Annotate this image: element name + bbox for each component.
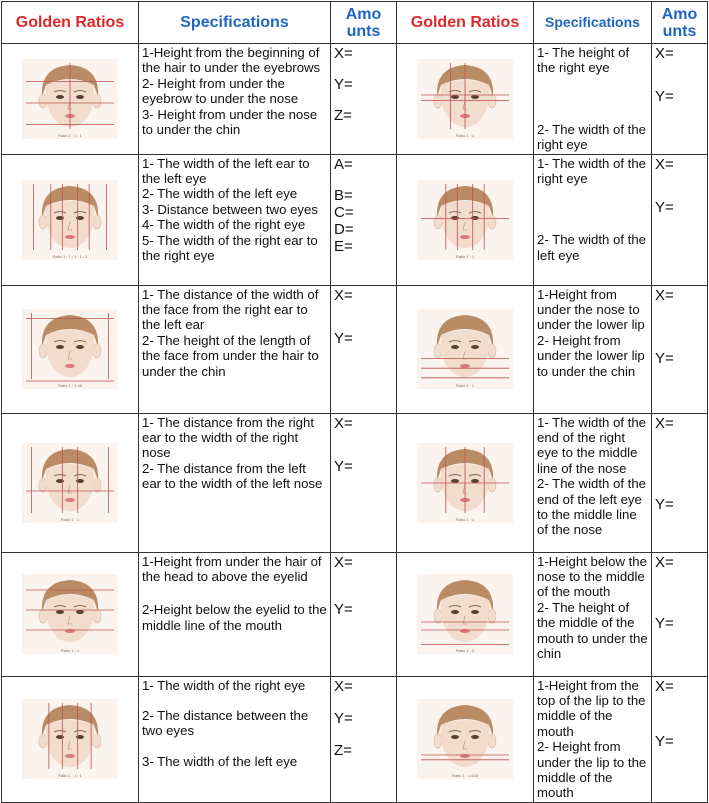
right-ear (93, 215, 101, 229)
face-illustration-cell (2, 676, 139, 802)
specification-text: 5- The width of the right ear to the right eye (142, 232, 318, 264)
left-ear (434, 344, 442, 358)
amount-label: Y= (655, 732, 674, 750)
right-eye (56, 345, 64, 349)
ratio-caption: Ratio 1 : 1 (60, 648, 80, 654)
face-illustration-cell (2, 413, 139, 552)
amounts-cell (331, 44, 397, 155)
specification-text: 1-Height from under the hair of the head to above the eyelid (142, 553, 322, 585)
specifications-cell (139, 44, 331, 155)
amounts-cell (652, 676, 708, 802)
header-amounts-right: Amo unts (652, 2, 708, 44)
specifications-cell (139, 552, 331, 676)
amount-label: Y= (655, 614, 674, 632)
amounts-cell (331, 285, 397, 413)
header-specifications-left: Specifications (139, 2, 331, 44)
left-ear (434, 734, 442, 748)
specification-text: 2- The width of the left eye (142, 186, 298, 202)
specification-text: 2- Height from under the eyebrow to under the nose (142, 75, 299, 107)
left-eye (76, 479, 84, 483)
specifications-cell (534, 154, 652, 285)
right-eye (56, 610, 64, 614)
right-eye (56, 479, 64, 483)
amount-label: Y= (334, 76, 353, 93)
amounts-cell (652, 413, 708, 552)
amount-label: Z= (334, 741, 352, 759)
right-eye (451, 95, 459, 99)
face-illustration-cell (2, 285, 139, 413)
face-illustration-cell (397, 154, 534, 285)
face-diagram (417, 180, 513, 260)
amount-label: X= (655, 155, 674, 173)
specification-text: 2- The height of the length of the face from under the hair to under the chin (142, 332, 319, 379)
left-ear (39, 344, 47, 358)
specifications-cell (534, 552, 652, 676)
specification-text: 1- The width of the right eye (142, 677, 306, 693)
amounts-cell (652, 154, 708, 285)
amount-label: X= (655, 45, 674, 62)
mouth (65, 364, 75, 368)
right-ear (93, 344, 101, 358)
left-eye (76, 216, 84, 220)
face-illustration-cell (397, 676, 534, 802)
specification-text: 2- The distance from the left ear to the width of the left nose (142, 460, 323, 492)
specification-text: 2- Height from under the lip to the middle of the mouth (537, 739, 647, 801)
right-eye (56, 735, 64, 739)
specifications-cell (139, 154, 331, 285)
mouth (460, 364, 470, 368)
specifications-cell (534, 676, 652, 802)
specification-text: 3- The width of the left eye (142, 753, 298, 769)
specification-text: 2- The width of the end of the left eye to the middle line of the nose (537, 476, 646, 538)
header-row (2, 2, 708, 44)
amount-label: Z= (334, 107, 352, 124)
left-ear (434, 215, 442, 229)
specifications-cell (139, 676, 331, 802)
right-ear (93, 94, 101, 108)
specification-text: 1- The width of the left ear to the left eye (142, 155, 310, 187)
amount-label: Y= (334, 329, 353, 347)
face-illustration-cell (397, 413, 534, 552)
amount-label: X= (334, 553, 353, 571)
amounts-cell (331, 413, 397, 552)
right-eye (451, 479, 459, 483)
left-eye (76, 95, 84, 99)
ratio-caption: Ratio 1 : 1.46 (58, 383, 82, 389)
face-illustration-cell (397, 552, 534, 676)
specification-text: 1- The height of the right eye (537, 45, 630, 76)
amounts-cell (331, 552, 397, 676)
amounts-cell (652, 285, 708, 413)
amount-label: Y= (334, 709, 353, 727)
amount-label: Y= (655, 88, 674, 105)
mouth (460, 629, 470, 633)
face-illustration-cell (397, 44, 534, 155)
specification-text: 4- The width of the right eye (142, 217, 306, 233)
specifications-cell (139, 413, 331, 552)
face-illustration-cell (2, 552, 139, 676)
header-golden-ratios-right: Golden Ratios (397, 2, 534, 44)
specification-text: 1- The width of the end of the right eye to the middle line of the nose (537, 414, 646, 476)
amounts-cell (331, 154, 397, 285)
ratio-caption: Ratio 1 : 2 (455, 648, 475, 654)
face-diagram (417, 699, 513, 779)
ratio-caption: Ratio 1 : 1 (455, 253, 475, 259)
face-diagram (417, 574, 513, 654)
specification-text: 1-Height from the beginning of the hair to under the eyebrows (142, 45, 321, 76)
amount-label: E= (334, 237, 353, 255)
specification-text: 1- The distance from the right ear to the width of the right nose (142, 414, 315, 461)
specification-text: 1-Height from the top of the lip to the middle of the mouth (537, 677, 646, 739)
face-diagram (22, 309, 118, 389)
amount-label: X= (655, 677, 674, 695)
left-ear (434, 478, 442, 492)
amount-label: B= (334, 186, 353, 204)
face-diagram (22, 699, 118, 779)
ratio-caption: Ratio 1 : 1 : 1 (58, 773, 82, 779)
left-ear (434, 94, 442, 108)
amount-label: X= (334, 286, 353, 304)
specification-text: 2- The height of the middle of the mouth to under the chin (537, 599, 648, 662)
mouth (65, 498, 75, 502)
golden-ratios-table (1, 1, 708, 803)
ratio-caption: Ratio 1 : 1.618 (451, 773, 479, 779)
specification-text: 1- The distance of the width of the face from the right ear to the left ear (142, 286, 319, 333)
ratio-caption: Ratio 1 : 1 (455, 383, 475, 389)
right-ear (488, 734, 496, 748)
left-eye (76, 345, 84, 349)
ratio-caption: Ratio 1 : 1 : 1 (58, 132, 82, 138)
header-golden-ratios-left: Golden Ratios (2, 2, 139, 44)
table-row (2, 154, 708, 285)
right-eye (56, 216, 64, 220)
right-ear (488, 94, 496, 108)
face-diagram (22, 59, 118, 139)
ratio-caption: Ratio 1 : 1 (455, 132, 475, 138)
specification-text: 3- Distance between two eyes (142, 201, 318, 217)
left-eye (471, 479, 479, 483)
amount-label: A= (334, 155, 353, 173)
amounts-cell (331, 676, 397, 802)
specifications-cell (534, 285, 652, 413)
specifications-cell (139, 285, 331, 413)
right-eye (451, 610, 459, 614)
ratio-caption: Ratio 1 : 1 : 1 : 1 : 1 (52, 253, 88, 259)
ratio-caption: Ratio 1 : 1 (455, 516, 475, 522)
amounts-cell (652, 552, 708, 676)
amount-label: X= (655, 414, 674, 432)
mouth (65, 629, 75, 633)
face-diagram (417, 443, 513, 523)
specification-text: 1-Height from under the nose to under the lower lip (537, 286, 645, 333)
face-diagram (22, 574, 118, 654)
left-eye (471, 95, 479, 99)
amount-label: D= (334, 220, 354, 238)
left-ear (434, 609, 442, 623)
left-eye (471, 735, 479, 739)
table-row (2, 285, 708, 413)
face-illustration-cell (2, 154, 139, 285)
amount-label: Y= (655, 349, 674, 367)
specification-text: 3- Height from under the nose to under the chin (142, 106, 318, 138)
face-diagram (22, 443, 118, 523)
right-ear (93, 609, 101, 623)
ratio-caption: Ratio 1 : 1 (60, 516, 80, 522)
table-row (2, 413, 708, 552)
right-ear (488, 609, 496, 623)
header-amounts-left: Amo unts (331, 2, 397, 44)
left-eye (76, 735, 84, 739)
amount-label: Y= (655, 495, 674, 513)
amount-label: C= (334, 203, 354, 221)
left-ear (39, 478, 47, 492)
face-diagram (417, 309, 513, 389)
amount-label: X= (334, 414, 353, 432)
specification-text: 1- The width of the right eye (537, 155, 646, 187)
specifications-cell (534, 44, 652, 155)
right-ear (488, 215, 496, 229)
table-row (2, 676, 708, 802)
right-eye (451, 345, 459, 349)
amount-label: X= (334, 677, 353, 695)
right-ear (488, 478, 496, 492)
specification-text: 1-Height below the nose to the middle of the mouth (537, 553, 647, 600)
right-ear (93, 478, 101, 492)
right-ear (488, 344, 496, 358)
mouth (460, 235, 470, 239)
specification-text: 2- The width of the left eye (537, 232, 646, 263)
mouth (65, 235, 75, 239)
left-ear (39, 609, 47, 623)
left-eye (471, 345, 479, 349)
specification-text: 2- Height from under the lower lip to under the chin (537, 332, 645, 379)
specification-text: 2- The width of the right eye (537, 121, 646, 153)
specification-text: 2- The distance between the two eyes (142, 708, 309, 739)
specifications-cell (534, 413, 652, 552)
table-row (2, 552, 708, 676)
mouth (65, 754, 75, 758)
right-eye (451, 735, 459, 739)
right-eye (56, 95, 64, 99)
amount-label: Y= (334, 600, 353, 618)
left-ear (39, 94, 47, 108)
amount-label: Y= (655, 198, 674, 216)
face-illustration-cell (2, 44, 139, 155)
face-diagram (417, 59, 513, 139)
mouth (460, 754, 470, 758)
amount-label: X= (655, 553, 674, 571)
specification-text: 2-Height below the eyelid to the middle line of the mouth (142, 602, 327, 633)
amount-label: Y= (334, 457, 353, 475)
amounts-cell (652, 44, 708, 155)
left-ear (39, 734, 47, 748)
face-illustration-cell (397, 285, 534, 413)
amount-label: X= (334, 45, 353, 62)
right-ear (93, 734, 101, 748)
left-eye (471, 610, 479, 614)
amount-label: X= (655, 286, 674, 304)
face-diagram (22, 180, 118, 260)
left-ear (39, 215, 47, 229)
left-eye (76, 610, 84, 614)
header-specifications-right: Specifications (534, 2, 652, 44)
table-row (2, 44, 708, 155)
